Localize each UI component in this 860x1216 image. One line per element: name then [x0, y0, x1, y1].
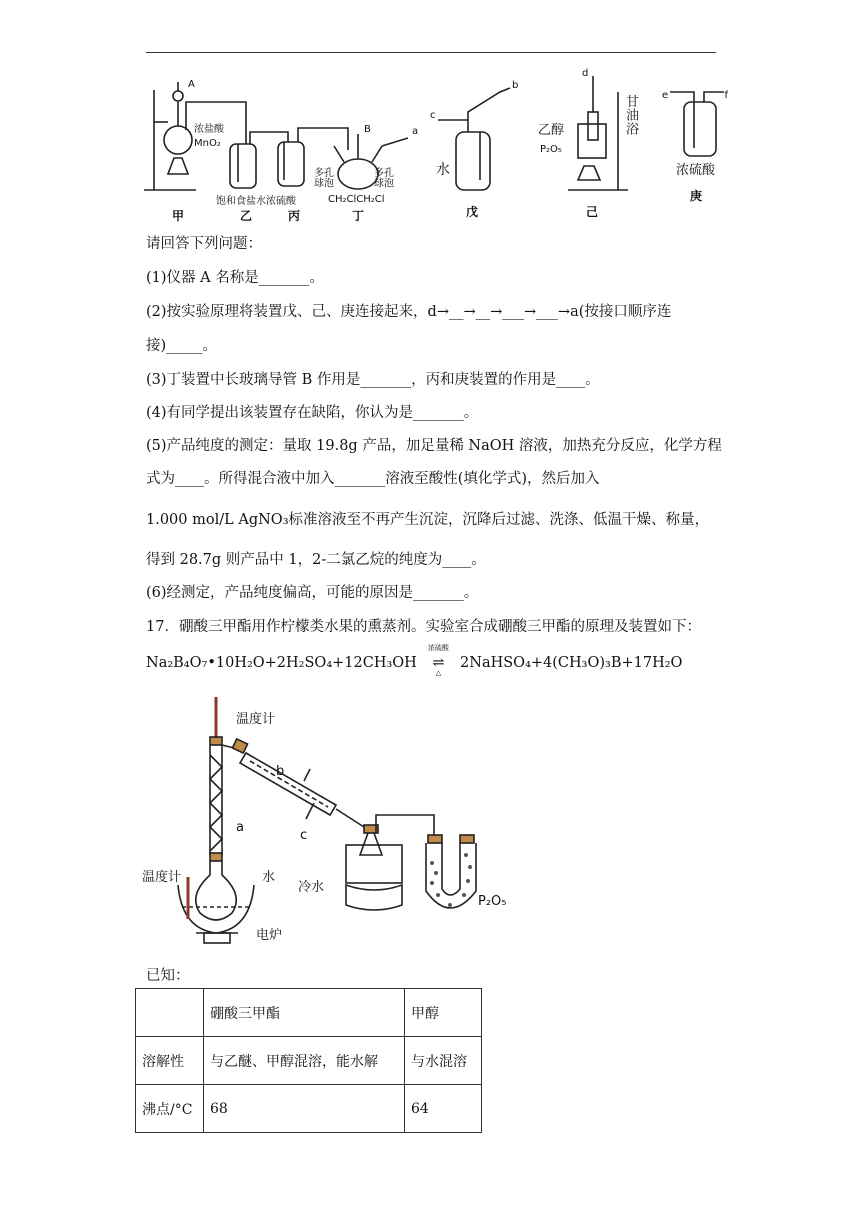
table-row-label: 溶解性 — [136, 1037, 204, 1085]
table-header-row — [136, 989, 482, 1037]
question-5-line-2: 式为____。所得混合液中加入_______溶液至酸性(填化学式)，然后加入 — [146, 471, 600, 487]
fig2-label-thermometer-side: 温度计 — [142, 870, 182, 885]
top-rule — [146, 52, 716, 53]
fig2-label-stove: 电炉 — [256, 928, 283, 943]
label-nacl: 饱和食盐水 — [216, 196, 266, 207]
problem-17-intro: 17．硼酸三甲酯用作柠檬类水果的熏蒸剂。实验室合成硼酸三甲酯的原理及装置如下： — [146, 619, 701, 635]
label-h2so4-geng: 浓硫酸 — [676, 163, 716, 178]
label-B: B — [364, 124, 371, 135]
table-row — [136, 1037, 482, 1085]
question-5-line-4: 得到 28.7g 则产品中 1，2-二氯乙烷的纯度为____。 — [146, 552, 486, 568]
table-header-cell: 甲醇 — [405, 989, 482, 1037]
fig2-label-c: c — [300, 828, 308, 843]
reaction-equation — [146, 644, 683, 677]
label-water: 水 — [436, 162, 450, 178]
apparatus-figure-1 — [138, 62, 728, 227]
table-cell: 68 — [204, 1085, 405, 1133]
label-f: f — [724, 90, 728, 101]
caption-yi: 乙 — [240, 209, 253, 223]
intro-text: 请回答下列问题： — [146, 236, 262, 252]
label-e: e — [662, 90, 669, 101]
question-2-line-1: (2)按实验原理将装置戊、己、庚连接起来，d→__→__→___→___→a(按接口顺序连 — [146, 304, 672, 320]
question-5-line-3: 1.000 mol/L AgNO₃标准溶液至不再产生沉淀，沉降后过滤、洗涤、低温干燥、称量， — [146, 512, 709, 528]
label-ethanol: 乙醇 — [538, 123, 565, 138]
properties-table — [135, 988, 482, 1133]
catalyst-label: 浓硫酸 — [427, 644, 449, 652]
label-c: c — [430, 110, 436, 121]
fig2-label-a: a — [236, 820, 244, 835]
label-hcl: 浓盐酸 — [194, 124, 224, 135]
label-glycerol: 甘油浴 — [626, 95, 640, 138]
caption-ji: 己 — [586, 205, 599, 219]
label-duokong-left: 多孔球泡 — [314, 168, 334, 190]
table-cell: 与乙醚、甲醇混溶，能水解 — [204, 1037, 405, 1085]
question-5-line-1: (5)产品纯度的测定：量取 19.8g 产品，加足量稀 NaOH 溶液，加热充分反应，化学方程 — [146, 438, 722, 454]
table-row-label: 沸点/°C — [136, 1085, 204, 1133]
caption-geng: 庚 — [690, 189, 703, 203]
fig2-label-p2o5: P₂O₅ — [478, 894, 507, 909]
equilibrium-symbol: ⇌ — [432, 655, 445, 671]
fig2-label-thermometer-top: 温度计 — [236, 712, 276, 727]
question-6: (6)经测定，产品纯度偏高，可能的原因是_______。 — [146, 585, 479, 601]
label-mno2: MnO₂ — [194, 138, 221, 149]
caption-wu: 戊 — [466, 205, 479, 219]
question-4: (4)有同学提出该装置存在缺陷，你认为是_______。 — [146, 405, 479, 421]
fig2-label-water: 水 — [262, 870, 276, 885]
question-2-line-2: 接)_____。 — [146, 338, 217, 354]
label-dce: CH₂ClCH₂Cl — [328, 194, 385, 205]
heat-condition: △ — [435, 669, 442, 677]
known-label: 已知： — [146, 968, 190, 984]
caption-ding: 丁 — [352, 209, 365, 223]
equation-left: Na₂B₄O₇•10H₂O+2H₂SO₄+12CH₃OH — [146, 655, 417, 671]
fig2-label-b: b — [276, 764, 285, 779]
label-a: a — [412, 126, 419, 137]
question-3: (3)丁装置中长玻璃导管 B 作用是_______，丙和庚装置的作用是____。 — [146, 372, 600, 388]
table-header-cell: 硼酸三甲酯 — [204, 989, 405, 1037]
table-row — [136, 1085, 482, 1133]
equilibrium-arrow — [421, 644, 455, 677]
equation-right: 2NaHSO₄+4(CH₃O)₃B+17H₂O — [460, 655, 683, 671]
label-h2so4-bing: 浓硫酸 — [266, 196, 296, 207]
question-1: (1)仪器 A 名称是_______。 — [146, 270, 324, 286]
label-duokong-right: 多孔球泡 — [374, 168, 394, 190]
label-p2o5-ji: P₂O₅ — [540, 144, 562, 155]
label-d: d — [582, 68, 589, 79]
distillation-apparatus-figure — [138, 695, 518, 950]
table-cell: 64 — [405, 1085, 482, 1133]
caption-jia: 甲 — [172, 209, 185, 223]
fig2-label-cold-water: 冷水 — [298, 880, 325, 895]
label-b: b — [512, 80, 519, 91]
table-cell: 与水混溶 — [405, 1037, 482, 1085]
caption-bing: 丙 — [288, 209, 301, 223]
label-A: A — [188, 79, 195, 90]
table-cell — [136, 989, 204, 1037]
